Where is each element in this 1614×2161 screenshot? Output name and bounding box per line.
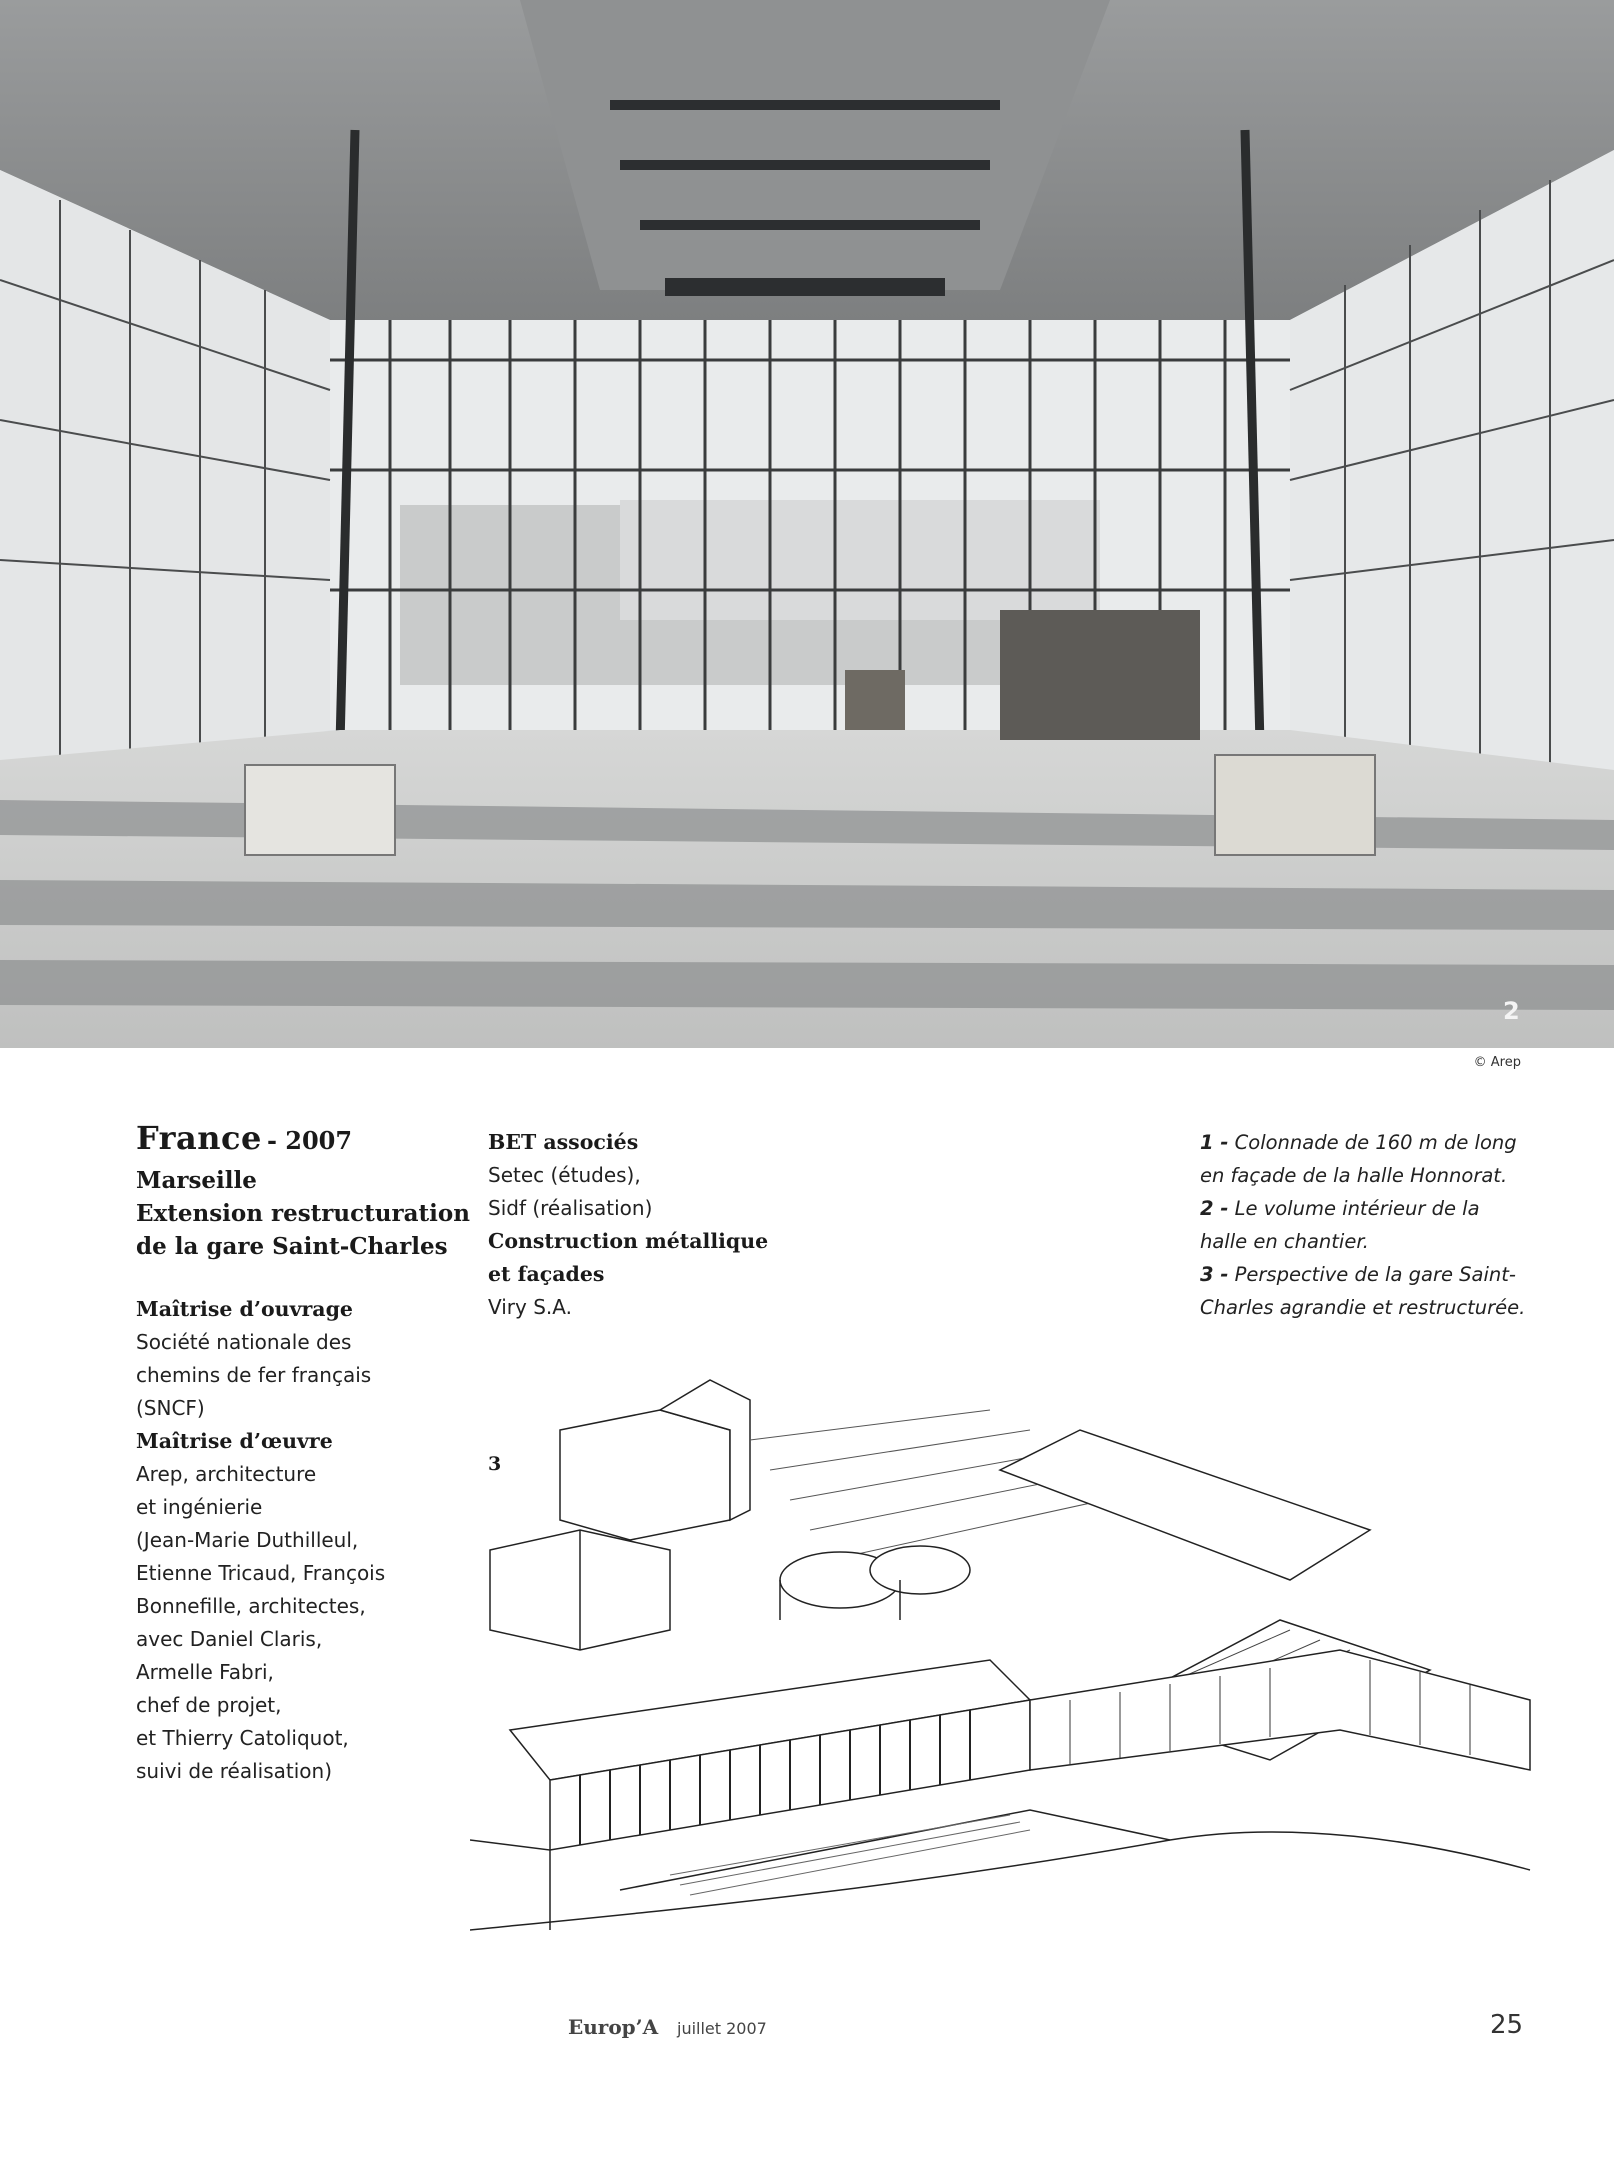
- partners-column: [488, 1126, 818, 1324]
- captions-column: [1200, 1126, 1530, 1324]
- maitrise-oeuvre-line: suivi de réalisation): [136, 1759, 333, 1783]
- maitrise-ouvrage-label: Maîtrise d’ouvrage: [136, 1297, 353, 1321]
- project-info-column: [136, 1118, 476, 1788]
- footer-magazine: Europ’A: [568, 2015, 659, 2039]
- caption-1-number: 1 -: [1200, 1131, 1229, 1154]
- caption-2-line2: halle en chantier.: [1200, 1230, 1369, 1253]
- page-number: 25: [1490, 2010, 1524, 2040]
- maitrise-oeuvre-line: Arep, architecture: [136, 1462, 317, 1486]
- maitrise-oeuvre-line: et Thierry Catoliquot,: [136, 1726, 349, 1750]
- caption-1-text: Colonnade de 160 m de long: [1234, 1131, 1517, 1154]
- caption-3-line1: [1200, 1258, 1530, 1291]
- maitrise-oeuvre-line: avec Daniel Claris,: [136, 1627, 323, 1651]
- project-city: Marseille: [136, 1167, 257, 1194]
- construction-label-line2: et façades: [488, 1262, 605, 1286]
- maitrise-oeuvre-line: Bonnefille, architectes,: [136, 1594, 366, 1618]
- photo-number: 2: [1503, 997, 1520, 1025]
- construction-label-line1: Construction métallique: [488, 1229, 769, 1253]
- caption-1-line2: en façade de la halle Honnorat.: [1200, 1164, 1508, 1187]
- maitrise-ouvrage-line: Société nationale des: [136, 1330, 352, 1354]
- maitrise-oeuvre-line: Armelle Fabri,: [136, 1660, 274, 1684]
- project-country: France: [136, 1119, 262, 1157]
- hall-interior-photo: [0, 0, 1614, 1048]
- caption-3-text: Perspective de la gare Saint-: [1234, 1263, 1516, 1286]
- bet-line: Sidf (réalisation): [488, 1196, 653, 1220]
- maitrise-oeuvre-label: Maîtrise d’œuvre: [136, 1429, 333, 1453]
- footer-date: juillet 2007: [677, 2019, 767, 2038]
- project-heading: [136, 1118, 476, 1164]
- bet-label: BET associés: [488, 1130, 639, 1154]
- station-perspective-drawing: [470, 1370, 1540, 1985]
- caption-3-number: 3 -: [1200, 1263, 1229, 1286]
- project-title-line1: Extension restructuration: [136, 1200, 470, 1227]
- project-title-line2: de la gare Saint-Charles: [136, 1233, 448, 1260]
- photo-credit: © Arep: [1473, 1055, 1521, 1070]
- maitrise-ouvrage-line: chemins de fer français: [136, 1363, 372, 1387]
- caption-2-text: Le volume intérieur de la: [1234, 1197, 1480, 1220]
- maitrise-oeuvre-line: (Jean-Marie Duthilleul,: [136, 1528, 359, 1552]
- caption-3-line2: Charles agrandie et restructurée.: [1200, 1296, 1526, 1319]
- drawing-number: 3: [488, 1453, 502, 1475]
- maitrise-oeuvre-line: et ingénierie: [136, 1495, 263, 1519]
- maitrise-oeuvre-line: Etienne Tricaud, François: [136, 1561, 386, 1585]
- construction-value: Viry S.A.: [488, 1295, 572, 1319]
- caption-2-number: 2 -: [1200, 1197, 1229, 1220]
- project-year: - 2007: [266, 1126, 353, 1155]
- maitrise-ouvrage-line: (SNCF): [136, 1396, 205, 1420]
- maitrise-oeuvre-line: chef de projet,: [136, 1693, 282, 1717]
- caption-1-line1: [1200, 1126, 1530, 1159]
- caption-2-line1: [1200, 1192, 1530, 1225]
- bet-line: Setec (études),: [488, 1163, 641, 1187]
